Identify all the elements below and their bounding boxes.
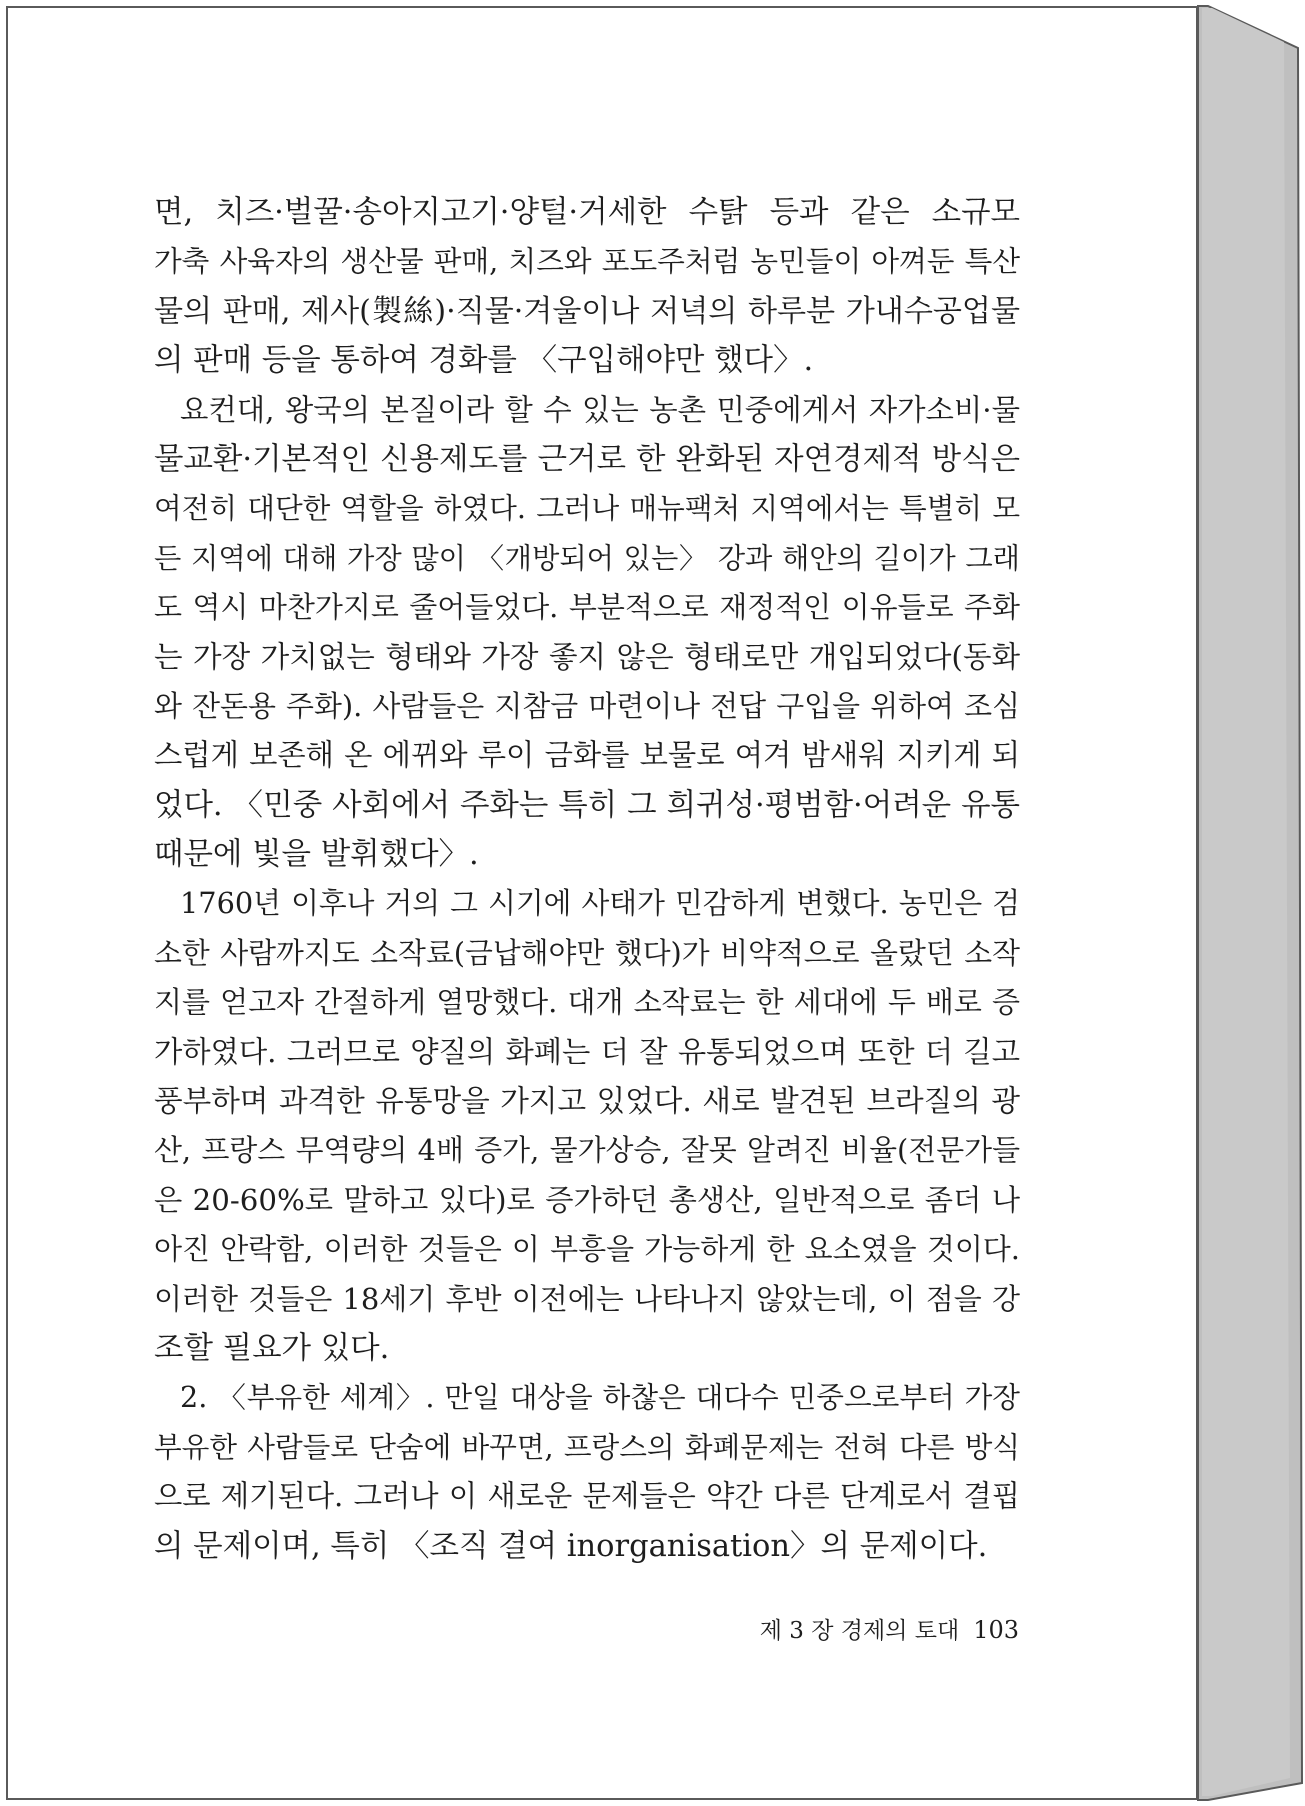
- body-text: [154, 188, 1020, 1571]
- paragraph-3: [154, 879, 1020, 1373]
- text-line: 부유한 사람들로 단숨에 바꾸면, 프랑스의 화폐문제는 전혀 다른 방식: [154, 1429, 1020, 1464]
- text-line: 가축 사육자의 생산물 판매, 치즈와 포도주처럼 농민들이 아껴둔 특산: [154, 244, 1020, 279]
- paragraph-4: [154, 1373, 1020, 1571]
- page-footer: [760, 1612, 1019, 1645]
- text-line: 는 가장 가치없는 형태와 가장 좋지 않은 형태로만 개입되었다(동화: [154, 639, 1020, 674]
- running-chapter-title: 제 3 장 경제의 토대: [759, 1618, 960, 1644]
- text-line: 지를 얻고자 간절하게 열망했다. 대개 소작료는 한 세대에 두 배로 증: [154, 985, 1020, 1020]
- text-line: 물의 판매, 제사(製絲)·직물·겨울이나 저녁의 하루분 가내수공업물: [154, 293, 1020, 329]
- text-line: 이러한 것들은 18세기 후반 이전에는 나타나지 않았는데, 이 점을 강: [154, 1281, 1021, 1316]
- text-line: 풍부하며 과격한 유통망을 가지고 있었다. 새로 발견된 브라질의 광: [154, 1084, 1020, 1119]
- text-line: 1760년 이후나 거의 그 시기에 사태가 민감하게 변했다. 농민은 검: [180, 886, 1020, 921]
- paragraph-1: [154, 188, 1020, 386]
- text-line: 면, 치즈·벌꿀·송아지고기·양털·거세한 수탉 등과 같은 소규모: [154, 195, 1020, 230]
- text-line: 스럽게 보존해 온 에뀌와 루이 금화를 보물로 여겨 밤새워 지키게 되: [154, 738, 1020, 773]
- text-line: 조할 필요가 있다.: [154, 1330, 390, 1366]
- text-line: 2. 〈부유한 세계〉. 만일 대상을 하찮은 대다수 민중으로부터 가장: [180, 1380, 1020, 1415]
- text-line: 었다. 〈민중 사회에서 주화는 특히 그 희귀성·평범함·어려운 유통: [154, 787, 1020, 823]
- text-line: 가하였다. 그러므로 양질의 화폐는 더 잘 유통되었으며 또한 더 길고: [154, 1034, 1020, 1069]
- text-line: 산, 프랑스 무역량의 4배 증가, 물가상승, 잘못 알려진 비율(전문가들: [154, 1133, 1020, 1168]
- text-line: 여전히 대단한 역할을 하였다. 그러나 매뉴팩처 지역에서는 특별히 모: [154, 491, 1020, 526]
- text-line: 은 20-60%로 말하고 있다)로 증가하던 총생산, 일반적으로 좀더 나: [154, 1182, 1020, 1217]
- text-line: 때문에 빛을 발휘했다〉.: [154, 837, 479, 873]
- page-number: 103: [973, 1616, 1019, 1644]
- text-line: 의 문제이며, 특히 〈조직 결여 inorganisation〉의 문제이다.: [154, 1528, 988, 1564]
- text-line: 와 잔돈용 주화). 사람들은 지참금 마련이나 전답 구입을 위하여 조심: [154, 688, 1020, 723]
- paragraph-2: [154, 386, 1020, 880]
- text-line: 아진 안락함, 이러한 것들은 이 부흥을 가능하게 한 요소였을 것이다.: [154, 1232, 1020, 1267]
- text-line: 의 판매 등을 통하여 경화를 〈구입해야만 했다〉.: [154, 343, 814, 379]
- text-line: 도 역시 마찬가지로 줄어들었다. 부분적으로 재정적인 이유들로 주화: [154, 590, 1020, 625]
- text-line: 물교환·기본적인 신용제도를 근거로 한 완화된 자연경제적 방식은: [154, 441, 1020, 477]
- text-line: 소한 사람까지도 소작료(금납해야만 했다)가 비약적으로 올랐던 소작: [154, 935, 1020, 970]
- text-line: 든 지역에 대해 가장 많이 〈개방되어 있는〉 강과 해안의 길이가 그래: [154, 541, 1020, 575]
- text-line: 으로 제기된다. 그러나 이 새로운 문제들은 약간 다른 단계로서 결핍: [154, 1479, 1020, 1514]
- text-line: 요컨대, 왕국의 본질이라 할 수 있는 농촌 민중에게서 자가소비·물: [180, 392, 1020, 427]
